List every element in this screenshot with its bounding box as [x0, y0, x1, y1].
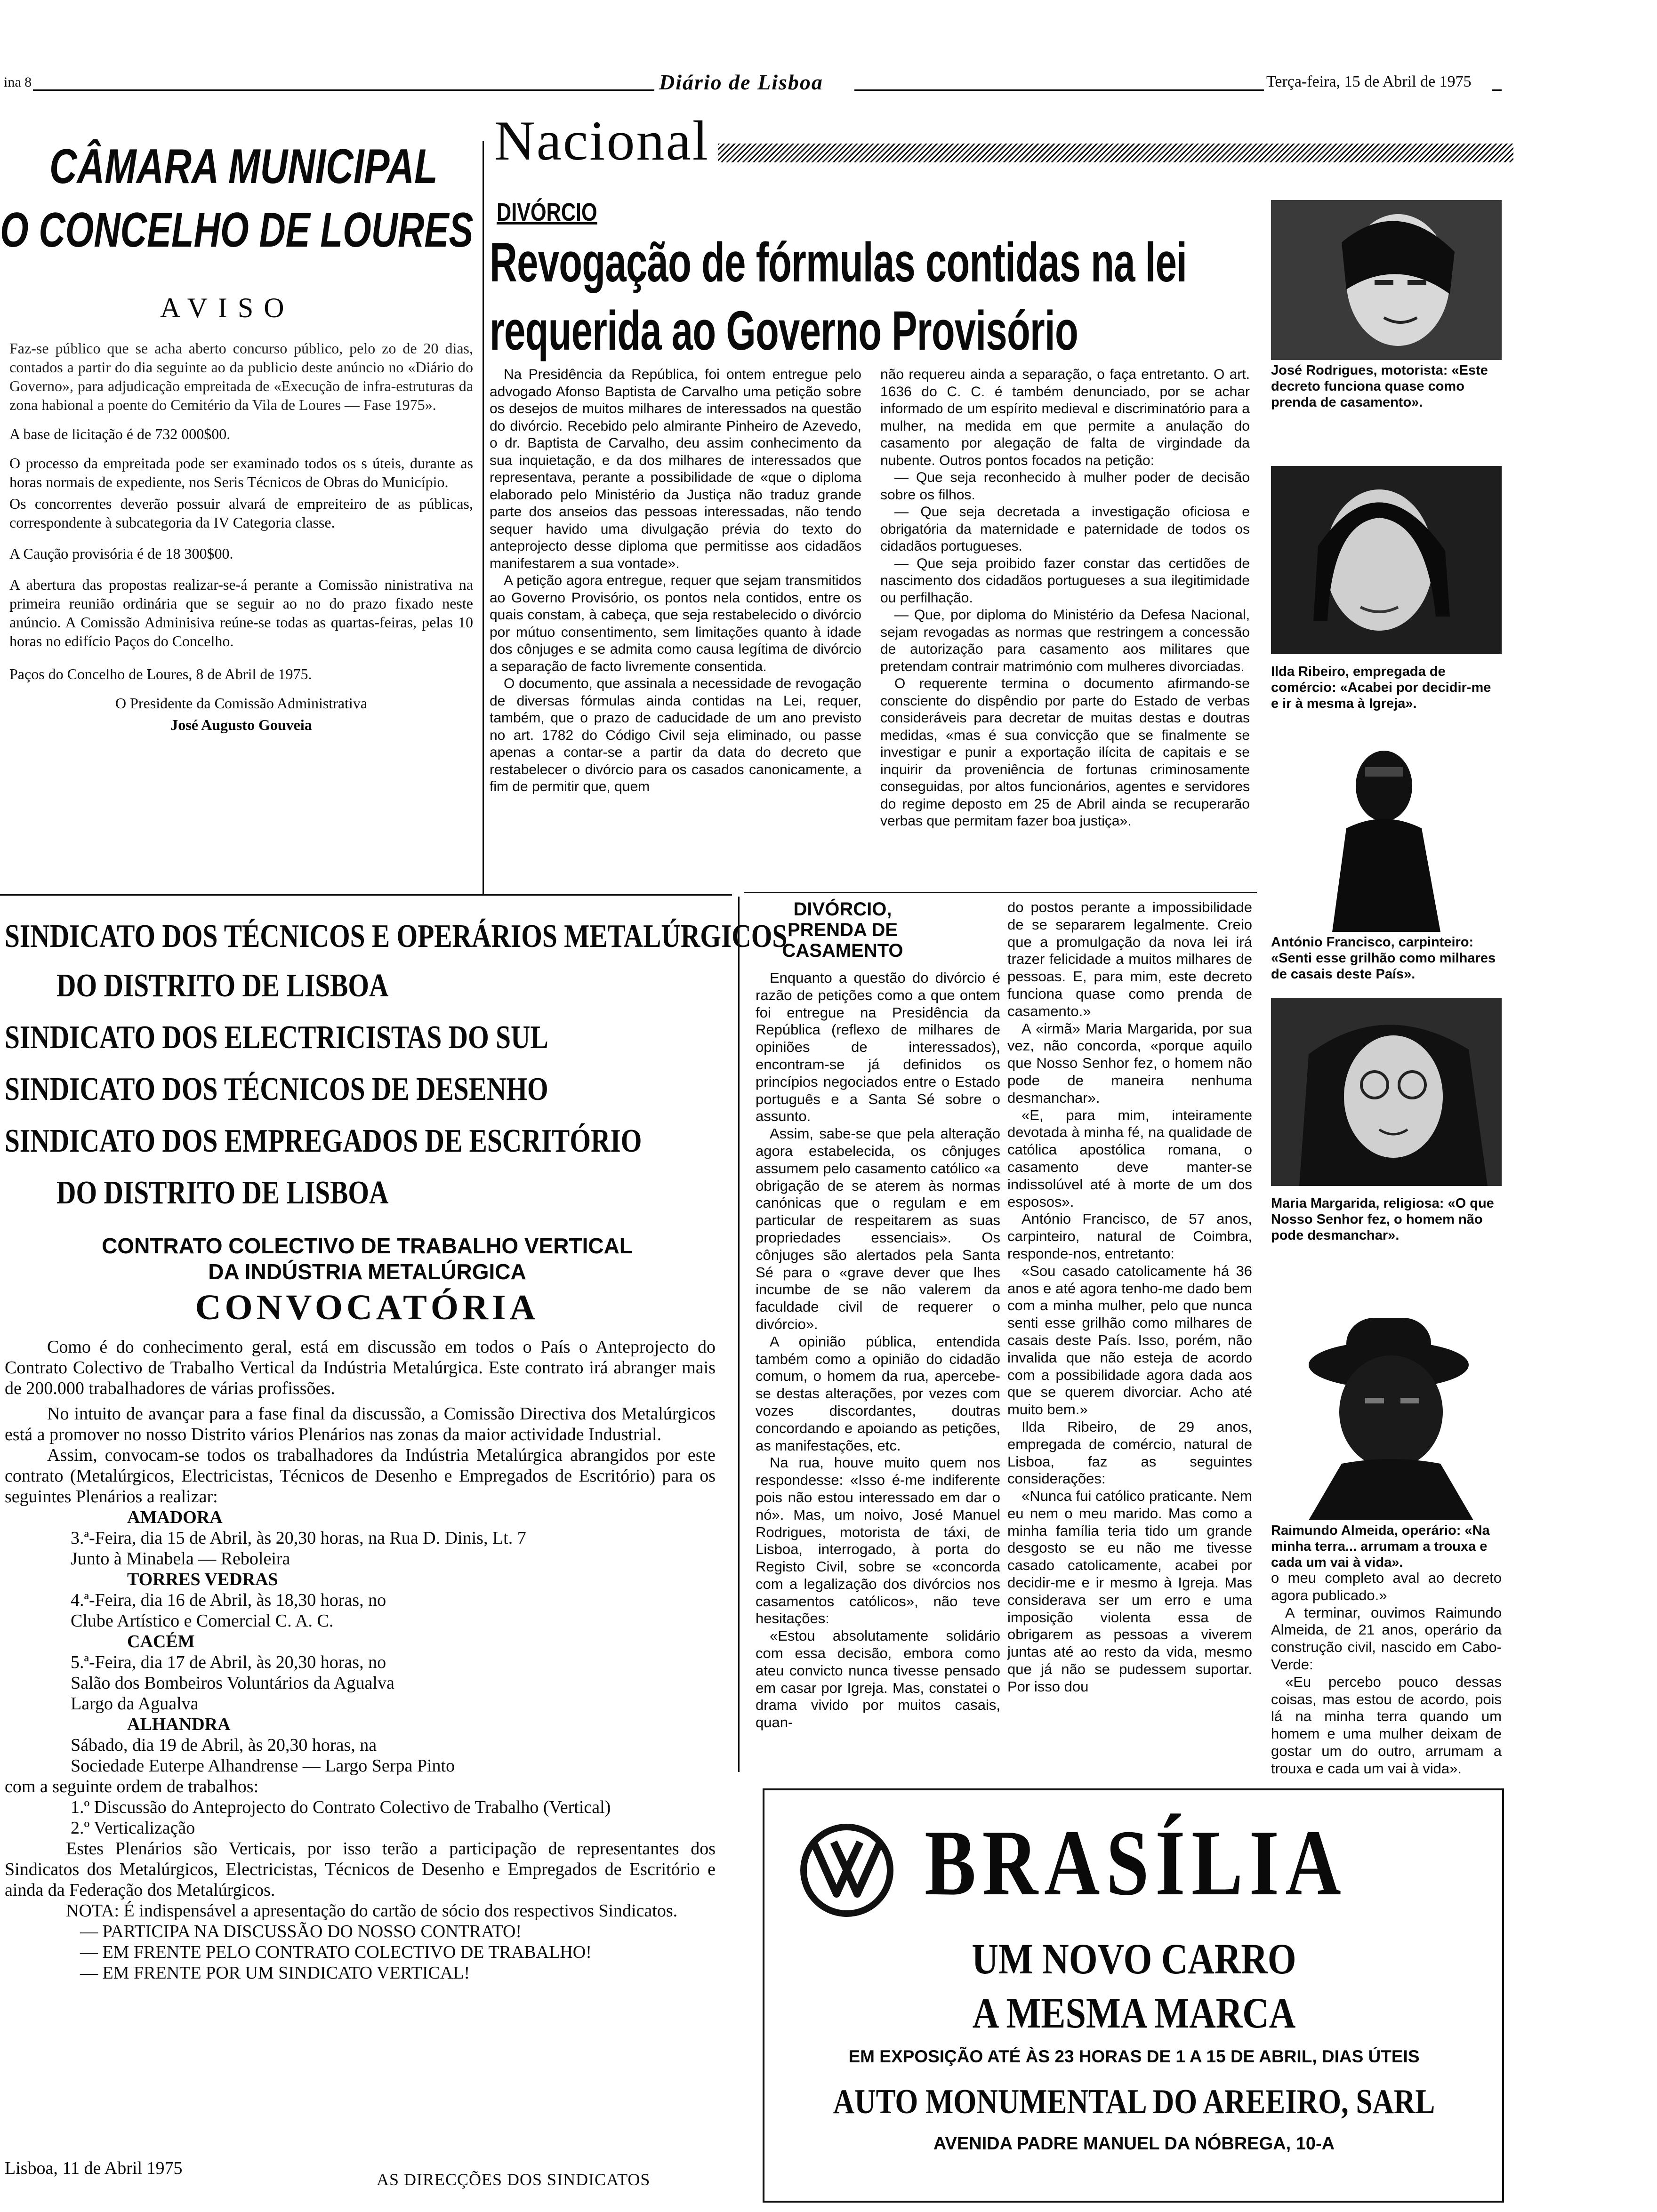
photo-maria-margarida [1271, 998, 1502, 1186]
plenario-name: AMADORA [127, 1507, 223, 1527]
nacional-col-2 [880, 366, 1250, 830]
nacional-col1-p2: A petição agora entregue, requer que sejam transmitidos ao Governo Provisório, os pontos nela contidos, entre os quais constam, à cabeça, que seja restabelecido o divórcio por mútuo consentimento, sem limitações quanto à idade dos cônjuges e se admita como causa legítima de divórcio a separação de facto livremente consentida. [490, 573, 861, 674]
portrait-image [1271, 200, 1502, 360]
plenario-line: 3.ª-Feira, dia 15 de Abril, às 20,30 horas, na Rua D. Dinis, Lt. 7 [71, 1528, 526, 1548]
prenda-col2-p6: Ilda Ribeiro, de 29 anos, empregada de comércio, natural de Lisboa, faz as seguintes considerações: [1007, 1418, 1252, 1487]
prenda-title: DIVÓRCIO, PRENDA DE CASAMENTO [782, 899, 903, 961]
section-rule-top-left [0, 894, 732, 896]
photo-raimundo-almeida [1271, 1275, 1502, 1520]
nacional-col-1 [490, 366, 861, 796]
nacional-col2-p4: — Que seja proibido fazer constar das certidões de nascimento dos cidadãos portugueses a sua ilegitimidade ou perfilhação. [880, 555, 1250, 606]
prenda-col3-p1: o meu completo aval ao decreto agora publicado.» [1271, 1570, 1502, 1603]
camara-p4: Os concorrentes deverão possuir alvará de empreiteiro de as públicas, correspondente à subcategoria da IV Categoria classe. [9, 495, 473, 531]
sindicato-line-6: DO DISTRITO DE LISBOA [56, 1175, 389, 1211]
masthead-rule-left [33, 89, 654, 91]
ordem-trabalhos: com a seguinte ordem de trabalhos: [5, 1777, 259, 1796]
newspaper-title: Diário de Lisboa [659, 70, 823, 94]
contrato-line-2: DA INDÚSTRIA METALÚRGICA [208, 1259, 526, 1284]
sindicato-p1: Como é do conhecimento geral, está em discussão em todos o País o Anteprojecto do Contrato Colectivo de Trabalho Vertical da Indústria Metalúrgica. Este contrato irá abranger mais de 200.000 trabalhadores de várias profissões. [5, 1337, 716, 1398]
sindicato-p3: Assim, convocam-se todos os trabalhadores da Indústria Metalúrgica abrangidos por este contrato (Metalúrgicos, Electricistas, Técnicos de Desenho e Empregados de Escritório) para os seguintes Plenários a realizar: [5, 1445, 716, 1507]
ad-line-2: A MESMA MARCA [972, 1989, 1296, 2037]
camara-p5: A Caução provisória é de 18 300$00. [9, 545, 233, 562]
caption-antonio-francisco: António Francisco, carpinteiro: «Senti esse grilhão como milhares de casais deste País». [1271, 935, 1496, 982]
section-title-rule [718, 144, 1513, 162]
portrait-image [1271, 734, 1502, 932]
plenario-name: CACÉM [127, 1632, 195, 1651]
slogan-1: — PARTICIPA NA DISCUSSÃO DO NOSSO CONTRATO! [80, 1922, 522, 1941]
plenario-torres-vedras [5, 1569, 716, 1631]
plenario-amadora [5, 1507, 716, 1569]
camara-p1: Faz-se público que se acha aberto concurso público, pelo zo de 20 dias, contados a partir do dia seguinte ao da publicio deste anúncio no «Diário do Governo», para adjudicação empreitada de «Execução de infra-estruturas da zona habional a poente do Cemitério da Vila de Loures — Fase 1975». [9, 340, 473, 413]
prenda-col-3 [1271, 1570, 1502, 1778]
sindicato-body [5, 1337, 716, 1983]
sindicato-line-1: SINDICATO DOS TÉCNICOS E OPERÁRIOS METALÚRGICOS [5, 918, 788, 954]
section-rule-mid [744, 892, 1257, 893]
camara-p3: O processo da empreitada pode ser examinado todos os s úteis, durante as horas normais de expediente, nos Seris Técnicos de Obras do Município. [9, 455, 473, 490]
article-kicker: DIVÓRCIO [497, 198, 597, 226]
slogan-2: — EM FRENTE PELO CONTRATO COLECTIVO DE TRABALHO! [80, 1942, 592, 1962]
camara-p6: A abertura das propostas realizar-se-á perante a Comissão ninistrativa na primeira reunião ordinária que se seguir ao no do prazo fixado neste anúncio. A Comissão Adminisiva reúne-se todas as quartas-feiras, pelas 10 horas no edifício Paços do Concelho. [9, 576, 473, 649]
aviso-heading: AVISO [160, 292, 295, 323]
prenda-col3-p3: «Eu percebo pouco dessas coisas, mas estou de acordo, pois lá na minha terra quando um homem e uma mulher deixam de gostar um do outro, arrumam a trouxa e cada um vai à vida». [1271, 1673, 1502, 1777]
photo-ilda-ribeiro [1271, 466, 1502, 654]
sindicato-p2: No intuito de avançar para a fase final da discussão, a Comissão Directiva dos Metalúrgicos está a promover no nosso Distrito vários Plenários nas zonas da maior actividade Industrial. [5, 1404, 716, 1444]
camara-p7: Paços do Concelho de Loures, 8 de Abril de 1975. [9, 665, 312, 682]
section-title: Nacional [494, 109, 710, 172]
plenario-line: 5.ª-Feira, dia 17 de Abril, às 20,30 horas, no [71, 1652, 386, 1672]
photo-antonio-francisco [1271, 734, 1502, 932]
sindicato-line-2: DO DISTRITO DE LISBOA [56, 968, 389, 1004]
plenario-line: 4.ª-Feira, dia 16 de Abril, às 18,30 horas, no [71, 1590, 386, 1610]
nacional-col2-p2: — Que seja reconhecido à mulher poder de decisão sobre os filhos. [880, 470, 1250, 503]
caption-ilda-ribeiro: Ilda Ribeiro, empregada de comércio: «Acabei por decidir-me e ir à mesma à Igreja». [1271, 664, 1491, 711]
prenda-col1-p4: Na rua, houve muito quem nos respondesse: «Isso é-me indiferente pois não estou interessado em dar o nó». Mas, um noivo, José Manuel Rodrigues, motorista de táxi, de Lisboa, interrogado, à porta do Registo Civil, sobre se «concorda com a legalização dos divórcios nos casamentos católicos», não teve hesitações: [756, 1454, 1000, 1627]
issue-date: Terça-feira, 15 de Abril de 1975 [1266, 73, 1472, 90]
prenda-col-1 [756, 970, 1000, 1731]
nacional-col1-p1: Na Presidência da República, foi ontem entregue pelo advogado Afonso Baptista de Carvalho uma petição sobre os desejos de muitos milhares de interessados na questão do divórcio. Recebido pelo almirante Pinheiro de Azevedo, o dr. Baptista de Carvalho, deu assim conhecimento da sua inquietação, e da dos milhares de interessados que representava, perante a possibilidade de «que o diploma elaborado pelo Ministério da Justiça não traduz grande parte dos anseios das pessoas interessadas, não tendo sequer havido uma divulgação prévia do texto do anteprojecto desse diploma que permitisse aos cidadãos manifestarem a sua vontade». [490, 367, 861, 571]
brasilia-ad [763, 1788, 1504, 2203]
sindicato-signature: AS DIRECÇÕES DOS SINDICATOS [377, 2170, 651, 2189]
nacional-col2-p6: O requerente termina o documento afirmando-se consciente do dispêndio por parte do Estado de verbas consideráveis para decretar de muitas destas e doutras medidas, «mas é sua convicção que se finalmente se investigar e punir a exportação ilícita de capitais e se inquirir da proveniência de fortunas criminosamente conseguidas, por altos funcionários, agentes e servidores do regime deposto em 25 de Abril ainda se recuperarão verbas que permitam fazer boa justiça». [880, 676, 1250, 829]
convocatoria-heading: CONVOCATÓRIA [195, 1288, 539, 1327]
prenda-col2-p2: A «irmã» Maria Margarida, por sua vez, não concorda, «porque aquilo que Nosso Senhor fez, o homem não pode de maneira nenhuma desmanchar». [1007, 1020, 1252, 1106]
prenda-col2-p1: do postos perante a impossibilidade de se separarem legalmente. Creio que a promulgação da nova lei irá trazer felicidade a muitos milhares de pessoas. E, para mim, este decreto funciona quase como prenda de casamento.» [1007, 899, 1252, 1019]
prenda-col2-p5: «Sou casado catolicamente há 36 anos e até agora tenho-me dado bem com a minha mulher, pelo que nunca senti esse grilhão como milhares de casais deste País. Isso, porém, não invalida que não esteja de acordo com a possibilidade agora dada aos que se querem divorciar. Acho até muito bem.» [1007, 1262, 1252, 1418]
plenario-line: Sociedade Euterpe Alhandrense — Largo Serpa Pinto [71, 1756, 455, 1776]
headline-line-2: requerida ao Governo Provisório [490, 300, 1078, 362]
camara-title-2: O CONCELHO DE LOURES [0, 203, 474, 257]
plenario-name: ALHANDRA [127, 1715, 231, 1734]
camara-sig1: O Presidente da Comissão Administrativa [115, 695, 368, 712]
prenda-col1-p5: «Estou absolutamente solidário com essa decisão, embora como ateu convicto nunca tivesse pensado em casar por Igreja. Mas, constatei o drama vivido por muitos casais, quan- [756, 1627, 1000, 1731]
plenario-line: Sábado, dia 19 de Abril, às 20,30 horas, na [71, 1735, 377, 1755]
plenario-cacem [5, 1631, 716, 1714]
sindicato-p4: Estes Plenários são Verticais, por isso terão a participação de representantes dos Sindicatos dos Metalúrgicos, Electricistas, Técnicos de Desenho e Empregados de Escritório e ainda da Federação dos Metalúrgicos. [5, 1839, 716, 1900]
caption-raimundo-almeida: Raimundo Almeida, operário: «Na minha terra... arrumam a trouxa e cada um vai à vida». [1271, 1523, 1490, 1570]
plenario-line: Junto à Minabela — Reboleira [71, 1549, 290, 1569]
ad-line-1: UM NOVO CARRO [972, 1935, 1296, 1983]
caption-maria-margarida: Maria Margarida, religiosa: «O que Nosso Senhor fez, o homem não pode desmanchar». [1271, 1196, 1494, 1243]
sindicato-notice [0, 904, 788, 2193]
slogan-3: — EM FRENTE POR UM SINDICATO VERTICAL! [80, 1963, 470, 1983]
portrait-image [1271, 1275, 1502, 1520]
camara-p2: A base de licitação é de 732 000$00. [9, 425, 231, 442]
masthead-rule-right [1492, 89, 1502, 91]
ad-brand: BRASÍLIA [925, 1811, 1347, 1915]
vw-logo-icon [800, 1823, 894, 1917]
prenda-col2-p4: António Francisco, de 57 anos, carpinteiro, natural de Coimbra, responde-nos, entretanto: [1007, 1210, 1252, 1262]
ordem-item-1: 1.º Discussão do Anteprojecto do Contrato Colectivo de Trabalho (Vertical) [71, 1797, 611, 1817]
prenda-col2-p3: «E, para mim, inteiramente devotada à minha fé, na qualidade de católica apostólica romana, o casamento deve manter-se indissolúvel até à morte de um dos esposos». [1007, 1106, 1252, 1210]
page-number: ina 8 [4, 74, 32, 90]
sindicato-date: Lisboa, 11 de Abril 1975 [5, 2158, 183, 2178]
headline-line-1: Revogação de fórmulas contidas na lei [490, 232, 1187, 294]
sindicato-line-3: SINDICATO DOS ELECTRICISTAS DO SUL [5, 1019, 548, 1056]
nacional-col1-p3: O documento, que assinala a necessidade de revogação de diversas fórmulas ainda contidas na Lei, requer, também, que o prazo de caducidade de um ano previsto no art. 1782 do Código Civil seja eliminado, ou passe apenas a contar-se a partir da data do decreto que restabelecer o divórcio para os casados canonicamente, a fim de permitir que, quem [490, 676, 861, 794]
nacional-col2-p5: — Que, por diploma do Ministério da Defesa Nacional, sejam revogadas as normas que restringem a concessão de autorização para casamento aos militares que pretendam contrair matrimónio com mulheres divorciadas. [880, 607, 1250, 674]
camara-sig2: José Augusto Gouveia [170, 716, 312, 733]
contrato-line-1: CONTRATO COLECTIVO DE TRABALHO VERTICAL [102, 1234, 633, 1258]
camara-title-1: CÂMARA MUNICIPAL [49, 139, 438, 194]
nacional-col2-p1: não requereu ainda a separação, o faça entretanto. O art. 1636 do C. C. é também denunciado, por se achar informado de um espírito medieval e discriminatório para a mulher, na medida em que permite a anulação do casamento por alegação de falta de virgindade da nubente. Outros pontos focados na petição: [880, 367, 1250, 468]
plenario-alhandra [5, 1714, 716, 1776]
portrait-image [1271, 998, 1502, 1186]
plenario-line: Salão dos Bombeiros Voluntários da Agualva [71, 1673, 394, 1693]
plenario-name: TORRES VEDRAS [127, 1570, 278, 1589]
column-rule-1 [483, 141, 484, 894]
prenda-col-2 [1007, 899, 1252, 1696]
ad-line-3: EM EXPOSIÇÃO ATÉ ÀS 23 HORAS DE 1 A 15 DE ABRIL, DIAS ÚTEIS [848, 2047, 1420, 2066]
prenda-col1-p3: A opinião pública, entendida também como a opinião do cidadão comum, o homem da rua, apercebe-se destas alterações, por vezes com vozes discordantes, doutras concordando e apoiando as petições, as manifestações, etc. [756, 1333, 1000, 1454]
prenda-col2-p7: «Nunca fui católico praticante. Nem eu nem o meu marido. Mas como a minha família teria tido um grande desgosto se eu não me tivesse casado catolicamente, acabei por decidir-me e ir mesmo à Igreja. Mas considerava ser um erro e uma imposição violenta essa de obrigarem as pessoas a viverem juntas até ao resto da vida, mesmo que já não se pudessem suportar. Por isso dou [1007, 1488, 1252, 1695]
ad-line-5: AVENIDA PADRE MANUEL DA NÓBREGA, 10-A [933, 2134, 1335, 2154]
prenda-col3-p2: A terminar, ouvimos Raimundo Almeida, de 21 anos, operário da construção civil, nascido em Cabo-Verde: [1271, 1604, 1502, 1673]
ordem-item-2: 2.º Verticalização [71, 1818, 195, 1838]
column-rule-2 [738, 897, 740, 1772]
prenda-col1-p1: Enquanto a questão do divórcio é razão de petições como a que ontem foi entregue na Presidência da República (reflexo de milhares de opiniões de interessados), encontram-se já definidos os princípios negociados entre o Estado português e a Santa Sé sobre o assunto. [756, 970, 1000, 1125]
sindicato-nota: NOTA: É indispensável a apresentação do cartão de sócio dos respectivos Sindicatos. [66, 1901, 678, 1921]
portrait-image [1271, 466, 1502, 654]
caption-jose-rodrigues: José Rodrigues, motorista: «Este decreto funciona quase como prenda de casamento». [1271, 363, 1488, 410]
camara-notice [0, 132, 475, 880]
sindicato-line-5: SINDICATO DOS EMPREGADOS DE ESCRITÓRIO [5, 1123, 642, 1159]
nacional-col2-p3: — Que seja decretada a investigação oficiosa e obrigatória da maternidade e paternidade de todos os cidadãos portugueses. [880, 504, 1250, 554]
plenario-line: Largo da Agualva [71, 1694, 199, 1714]
ad-line-4: AUTO MONUMENTAL DO AREEIRO, SARL [833, 2083, 1435, 2121]
prenda-col1-p2: Assim, sabe-se que pela alteração agora estabelecida, os cônjuges assumem pelo casamento católico «a obrigação de se aterem às normas canónicas que o regulam e em particular de respeitarem as suas propriedades essenciais». Os cônjuges são alertados pela Santa Sé para o «grave dever que lhes incumbe de se não valerem da faculdade civil de requerer o divórcio». [756, 1125, 1000, 1332]
plenario-line: Clube Artístico e Comercial C. A. C. [71, 1611, 334, 1631]
sindicato-line-4: SINDICATO DOS TÉCNICOS DE DESENHO [5, 1071, 548, 1107]
photo-jose-rodrigues [1271, 200, 1502, 360]
camara-body [9, 339, 473, 734]
masthead-rule-mid [854, 89, 1264, 91]
